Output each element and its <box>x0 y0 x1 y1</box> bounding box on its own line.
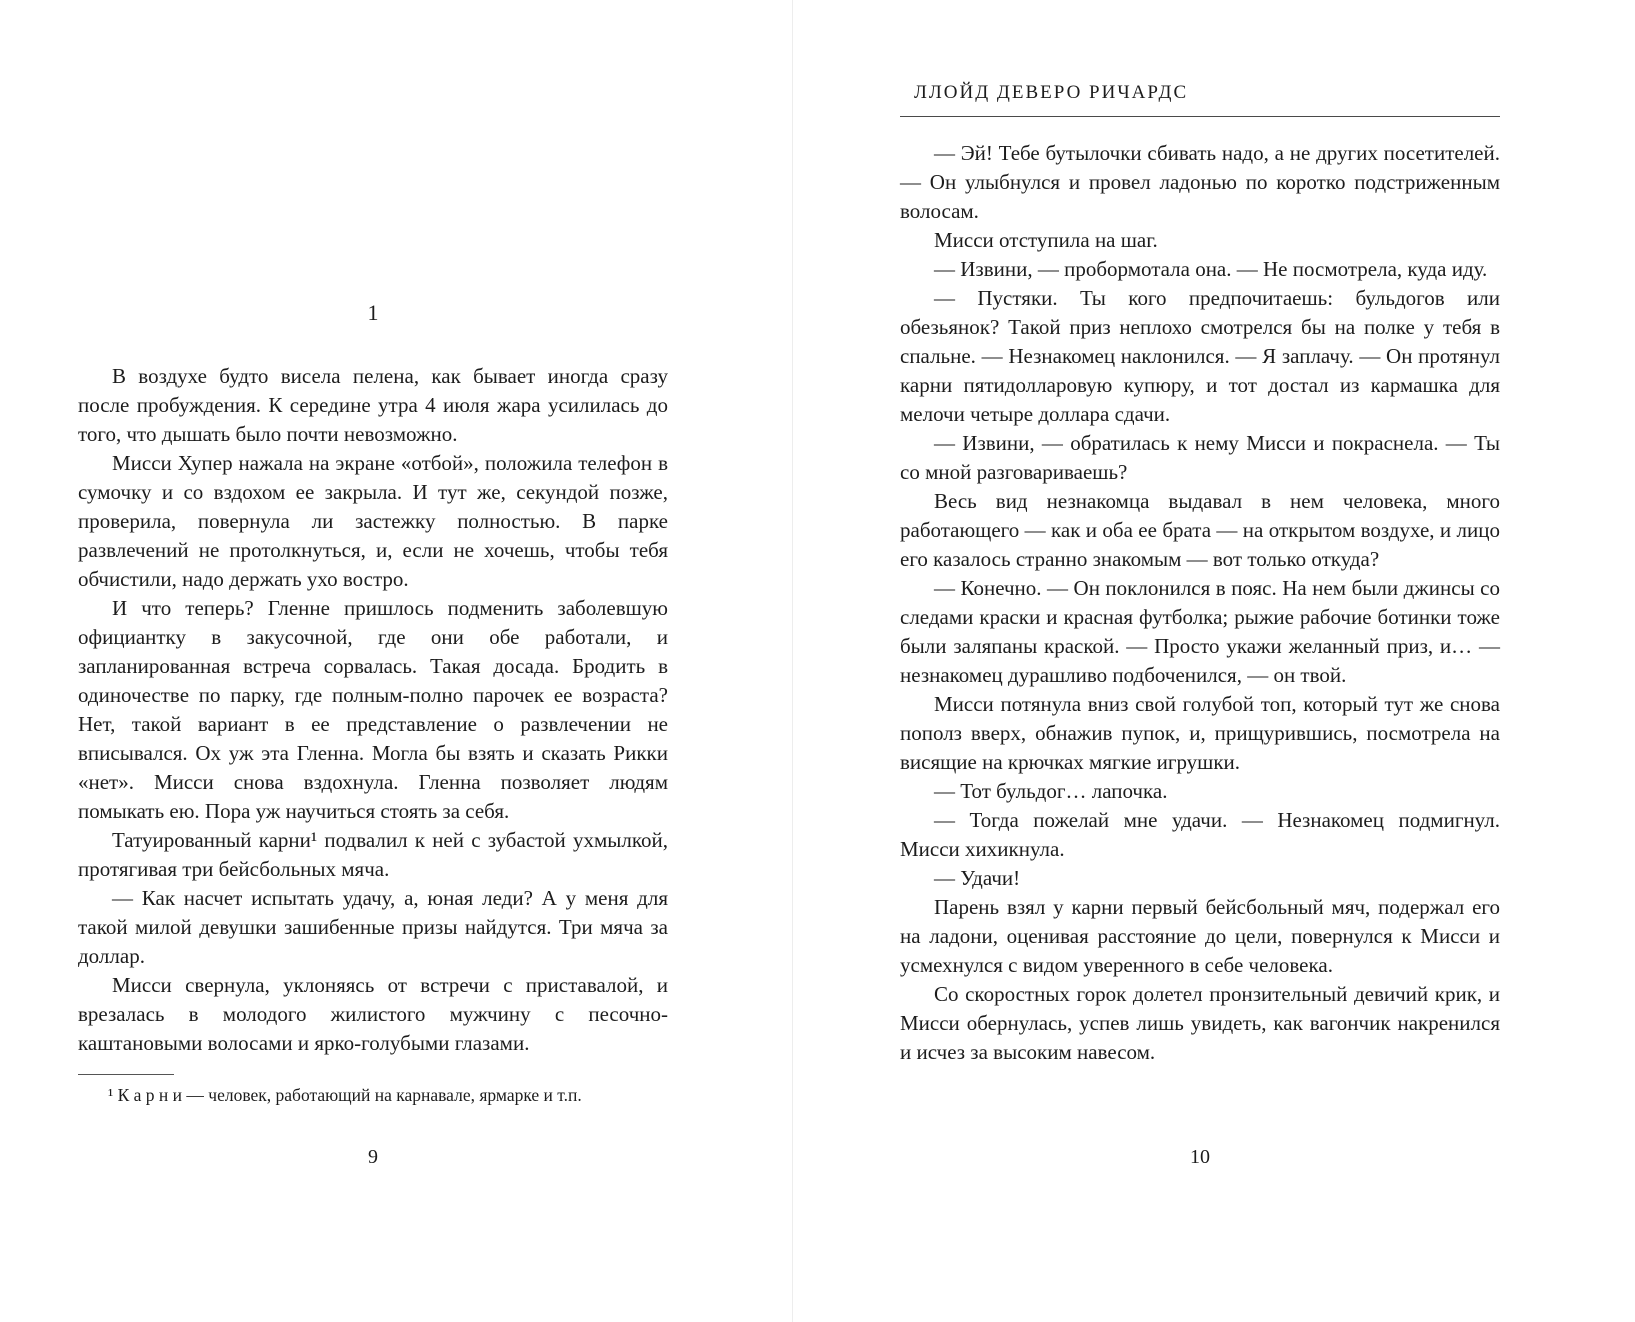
paragraph: — Как насчет испытать удачу, а, юная леди? А у меня для такой милой девушки зашибенные призы найдутся. Три мяча за доллар. <box>78 886 668 968</box>
header-rule <box>900 116 1500 117</box>
chapter-number: 1 <box>367 300 379 325</box>
paragraph: — Удачи! <box>934 866 1021 890</box>
footnote: ¹ К а р н и — человек, работающий на карнавале, ярмарке и т.п. <box>108 1085 582 1105</box>
page-number: 9 <box>368 1146 378 1168</box>
right-page <box>900 82 1500 1067</box>
paragraph: — Извини, — пробормотала она. — Не посмотрела, куда иду. <box>934 257 1488 281</box>
paragraph: — Эй! Тебе бутылочки сбивать надо, а не других посетителей. — Он улыбнулся и провел ладонью по коротко подстриженным волосам. <box>900 141 1500 223</box>
footnote-rule <box>78 1074 174 1075</box>
paragraph: — Конечно. — Он поклонился в пояс. На нем были джинсы со следами краски и красная футболка; рыжие рабочие ботинки тоже были заляпаны краской. — Просто укажи желанный приз, и… — незнакомец дурашливо подбоченился, — он твой. <box>900 576 1500 687</box>
paragraph: В воздухе будто висела пелена, как бывает иногда сразу после пробуждения. К середине утра 4 июля жара усилилась до того, что дышать было почти невозможно. <box>78 364 668 446</box>
paragraph: И что теперь? Гленне пришлось подменить заболевшую официантку в закусочной, где они обе работали, и запланированная встреча сорвалась. Такая досада. Бродить в одиночестве по парку, где полным-полно парочек ее возраста? Нет, такой вариант в ее представление о развлечении не вписывался. Ох уж эта Гленна. Могла бы взять и сказать Рикки «нет». Мисси снова вздохнула. Гленна позволяет людям помыкать ею. Пора уж научиться стоять за себя. <box>78 596 668 823</box>
paragraph: Мисси потянула вниз свой голубой топ, который тут же снова пополз вверх, обнажив пупок, и, прищурившись, посмотрела на висящие на крючках мягкие игрушки. <box>900 692 1500 774</box>
page-gutter-divider <box>792 0 793 1322</box>
running-header: ЛЛОЙД ДЕВЕРО РИЧАРДС <box>914 82 1189 103</box>
paragraph: — Извини, — обратилась к нему Мисси и покраснела. — Ты со мной разговариваешь? <box>900 431 1500 484</box>
paragraph: Весь вид незнакомца выдавал в нем человека, много работающего — как и оба ее брата — на открытом воздухе, и лицо его казалось странно знакомым — вот только откуда? <box>900 489 1500 571</box>
left-page <box>78 300 668 1107</box>
paragraph: Мисси отступила на шаг. <box>934 228 1158 252</box>
paragraph: Парень взял у карни первый бейсбольный мяч, подержал его на ладони, оценивая расстояние до цели, повернулся к Мисси и усмехнулся с видом уверенного в себе человека. <box>900 895 1500 977</box>
page-number: 10 <box>1190 1146 1210 1168</box>
paragraph: — Пустяки. Ты кого предпочитаешь: бульдогов или обезьянок? Такой приз неплохо смотрелся бы на полке у тебя в спальне. — Незнакомец наклонился. — Я заплачу. — Он протянул карни пятидолларовую купюру, и тот достал из кармашка для мелочи четыре доллара сдачи. <box>900 286 1500 426</box>
paragraph: Мисси Хупер нажала на экране «отбой», положила телефон в сумочку и со вздохом ее закрыла. И тут же, секундой позже, проверила, повернула ли застежку полностью. В парке развлечений не протолкнуться, и, если не хочешь, чтобы тебя обчистили, надо держать ухо востро. <box>78 451 668 591</box>
paragraph: Мисси свернула, уклоняясь от встречи с приставалой, и врезалась в молодого жилистого мужчину с песочно-каштановыми волосами и ярко-голубыми глазами. <box>78 973 668 1055</box>
paragraph: Со скоростных горок долетел пронзительный девичий крик, и Мисси обернулась, успев лишь увидеть, как вагончик накренился и исчез за высоким навесом. <box>900 982 1500 1064</box>
paragraph: — Тот бульдог… лапочка. <box>934 779 1168 803</box>
paragraph: Татуированный карни¹ подвалил к ней с зубастой ухмылкой, протягивая три бейсбольных мяча. <box>78 828 668 881</box>
paragraph: — Тогда пожелай мне удачи. — Незнакомец подмигнул. Мисси хихикнула. <box>900 808 1500 861</box>
